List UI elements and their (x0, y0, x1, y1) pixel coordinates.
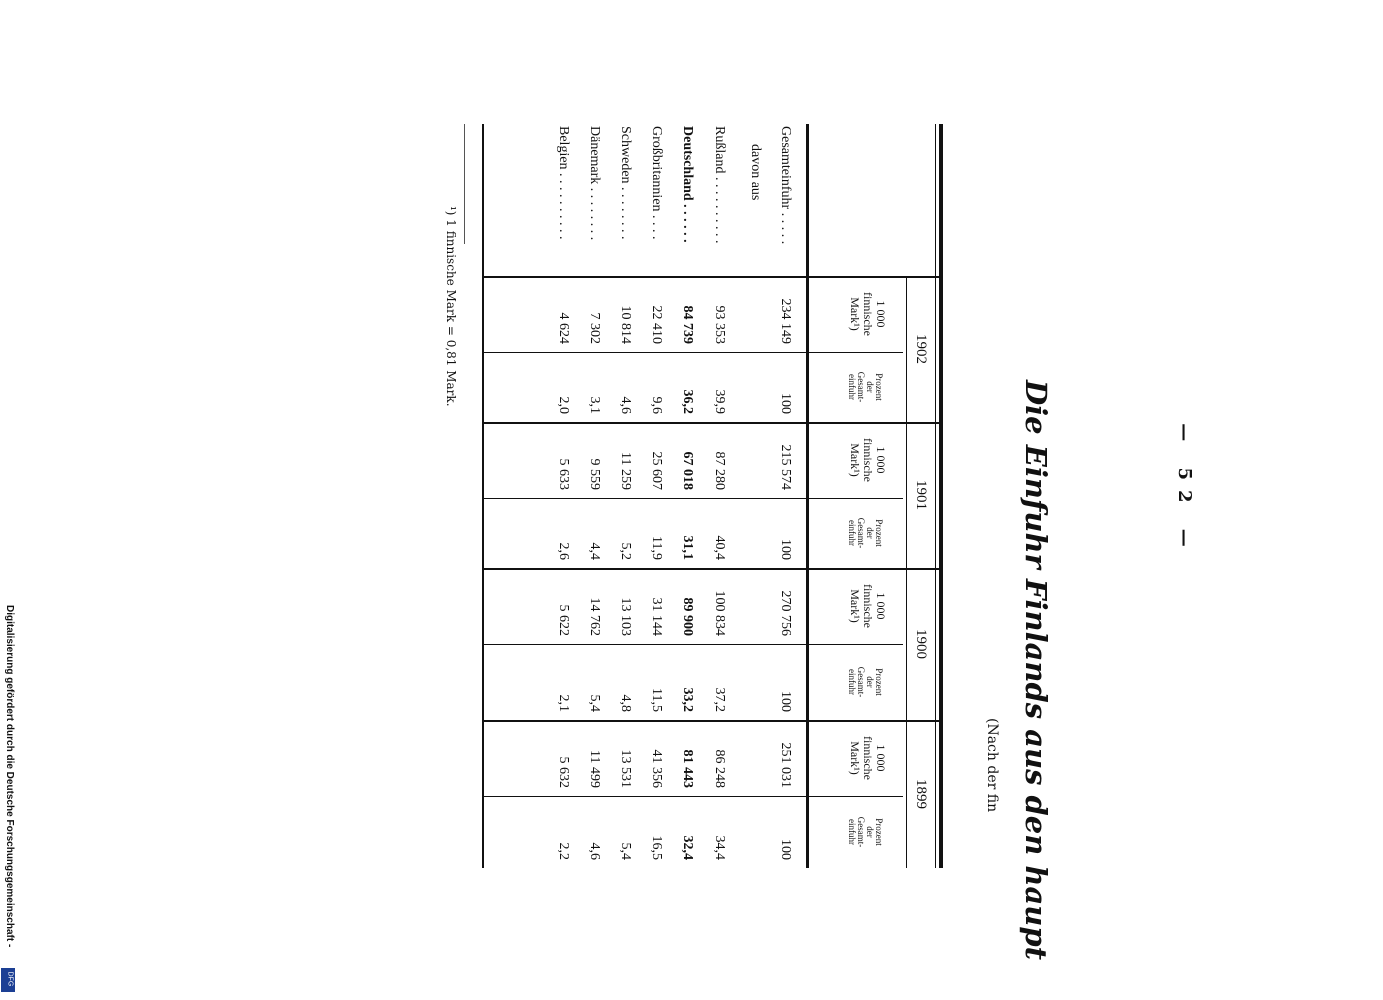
table-cell: 100 (778, 691, 793, 712)
header-line: Prozent (874, 818, 884, 846)
table-cell: 4,4 (587, 542, 602, 560)
footnote: ¹) 1 finnische Mark = 0,81 Mark. (444, 206, 458, 407)
table-cell: 31,1 (680, 535, 695, 560)
page-number: — 52 — (1174, 423, 1195, 557)
table-cell: 32,4 (680, 835, 695, 860)
table-cell: 7 302 (587, 312, 602, 344)
value-column-header (848, 720, 887, 796)
header-line: 1 000 (874, 300, 888, 328)
header-line: finnische (861, 292, 875, 336)
table-top-rule (939, 124, 943, 868)
table-cell: 41 356 (649, 749, 664, 788)
percent-column-header (847, 352, 883, 422)
table-cell: 84 739 (680, 305, 695, 344)
table-cell: 4,6 (618, 396, 633, 414)
header-line: Prozent (874, 373, 884, 401)
table-cell: 93 353 (712, 305, 727, 344)
row-label: Großbritannien . . . . (649, 126, 664, 240)
table-cell: 81 443 (680, 749, 695, 788)
table-cell: 100 (778, 393, 793, 414)
header-line: einfuhr (847, 520, 857, 546)
table-cell: 5 633 (556, 458, 571, 490)
table-cell: 251 031 (778, 742, 793, 788)
table-cell: 4,8 (618, 694, 633, 712)
table-header-rule (806, 124, 809, 868)
header-line: Gesamt- (856, 517, 866, 549)
table-cell: 9 559 (587, 458, 602, 490)
table-cell: 234 149 (778, 298, 793, 344)
header-line: 1 000 (874, 446, 888, 474)
table-cell: 87 280 (712, 451, 727, 490)
header-line: der (865, 826, 875, 838)
row-label: Rußland . . . . . . . . . . (712, 126, 727, 244)
table-top-rule-thin (935, 124, 936, 868)
row-label: Schweden . . . . . . . . (618, 126, 633, 240)
page-title: Die Einfuhr Finlands aus den haupt (1019, 380, 1053, 961)
header-line: Prozent (874, 519, 884, 547)
table-cell: 2,0 (556, 396, 571, 414)
header-line: einfuhr (847, 819, 857, 845)
value-column-header (848, 276, 887, 352)
table-cell: 40,4 (712, 535, 727, 560)
header-line: finnische (861, 584, 875, 628)
table-cell: 22 410 (649, 305, 664, 344)
year-label: 1901 (913, 480, 929, 510)
table-cell: 11,5 (649, 688, 664, 712)
import-table (480, 124, 943, 868)
row-label: davon aus (748, 144, 763, 201)
year-label: 1900 (913, 629, 929, 659)
table-cell: 86 248 (712, 749, 727, 788)
table-cell: 3,1 (587, 396, 602, 414)
header-line: Mark¹) (848, 589, 862, 623)
header-line: Mark¹) (848, 443, 862, 477)
table-cell: 9,6 (649, 396, 664, 414)
table-cell: 2,6 (556, 542, 571, 560)
page-subtitle: (Nach der fin (984, 718, 1000, 813)
value-column-header (848, 568, 887, 644)
row-label: Belgien . . . . . . . . . . (556, 126, 571, 240)
table-cell: 37,2 (712, 687, 727, 712)
table-cell: 13 103 (618, 597, 633, 636)
table-cell: 39,9 (712, 389, 727, 414)
dfg-logo: DFG (1, 968, 15, 992)
year-label: 1899 (913, 779, 929, 809)
table-cell: 33,2 (680, 687, 695, 712)
header-line: finnische (861, 438, 875, 482)
header-line: finnische (861, 736, 875, 780)
header-line: Gesamt- (856, 666, 866, 698)
header-line: Gesamt- (856, 371, 866, 403)
table-cell: 31 144 (649, 597, 664, 636)
percent-column-header (847, 498, 883, 568)
year-rule (906, 276, 907, 868)
table-cell: 100 (778, 539, 793, 560)
table-cell: 34,4 (712, 835, 727, 860)
header-line: 1 000 (874, 744, 888, 772)
header-line: der (865, 527, 875, 539)
table-cell: 5,4 (618, 842, 633, 860)
table-cell: 5,4 (587, 694, 602, 712)
percent-column-header (847, 644, 883, 720)
row-label: Dänemark . . . . . . . . (587, 126, 602, 241)
header-line: der (865, 676, 875, 688)
table-cell: 25 607 (649, 451, 664, 490)
table-cell: 4,6 (587, 842, 602, 860)
table-cell: 13 531 (618, 749, 633, 788)
header-line: der (865, 381, 875, 393)
header-line: Mark¹) (848, 297, 862, 331)
digitization-credit: Digitalisierung gefördert durch die Deutsche Forschungsgemeinschaft - (4, 605, 15, 948)
percent-column-header (847, 796, 883, 868)
table-bottom-rule (482, 124, 484, 868)
year-label: 1902 (913, 334, 929, 364)
table-cell: 89 900 (680, 597, 695, 636)
table-cell: 67 018 (680, 451, 695, 490)
header-line: einfuhr (847, 374, 857, 400)
table-cell: 5,2 (618, 542, 633, 560)
header-line: Prozent (874, 668, 884, 696)
table-cell: 5 632 (556, 756, 571, 788)
table-cell: 4 624 (556, 312, 571, 344)
table-cell: 2,2 (556, 842, 571, 860)
header-line: Gesamt- (856, 816, 866, 848)
table-cell: 2,1 (556, 694, 571, 712)
table-cell: 11 259 (618, 452, 633, 490)
row-label: Gesamteinfuhr . . . . . (778, 126, 793, 245)
header-line: 1 000 (874, 592, 888, 620)
table-cell: 270 756 (778, 590, 793, 636)
value-column-header (848, 422, 887, 498)
header-line: einfuhr (847, 669, 857, 695)
table-cell: 215 574 (778, 444, 793, 490)
table-cell: 16,5 (649, 835, 664, 860)
table-cell: 11 499 (587, 750, 602, 788)
table-cell: 14 762 (587, 597, 602, 636)
footnote-rule (464, 124, 465, 244)
table-cell: 5 622 (556, 604, 571, 636)
header-line: Mark¹) (848, 741, 862, 775)
table-cell: 100 (778, 839, 793, 860)
table-cell: 100 834 (712, 590, 727, 636)
table-cell: 36,2 (680, 389, 695, 414)
table-cell: 10 814 (618, 305, 633, 344)
row-label: Deutschland . . . . . . (680, 126, 695, 243)
table-cell: 11,9 (649, 536, 664, 560)
